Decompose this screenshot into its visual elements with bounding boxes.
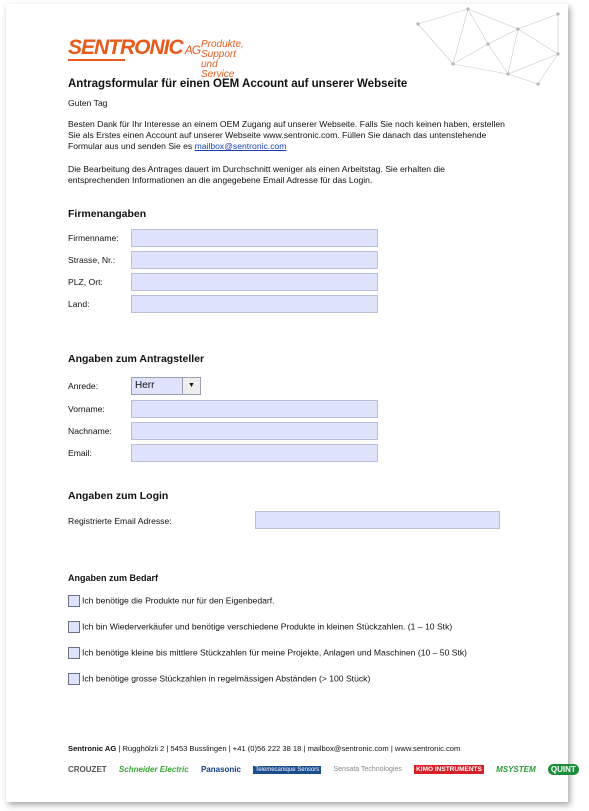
intro-email-link[interactable]: mailbox@sentronic.com xyxy=(194,141,287,151)
country-field[interactable] xyxy=(131,295,378,313)
needs-option-projects[interactable] xyxy=(68,647,467,659)
checkbox[interactable] xyxy=(68,595,80,607)
needs-heading: Angaben zum Bedarf xyxy=(68,573,159,583)
first-name-field[interactable] xyxy=(131,400,378,418)
company-name-label: Firmenname: xyxy=(68,233,119,243)
registered-email-field[interactable] xyxy=(255,511,500,529)
needs-option-reseller[interactable] xyxy=(68,621,452,633)
email-field[interactable] xyxy=(131,444,378,462)
logo-quint: QUINT xyxy=(548,764,579,775)
login-heading: Angaben zum Login xyxy=(68,490,169,502)
logo-telemecanique: Telemecanique Sensors xyxy=(255,766,320,773)
checkbox[interactable] xyxy=(68,673,80,685)
page-title: Antragsformular für einen OEM Account auf unserer Webseite xyxy=(68,78,408,90)
zip-city-label: PLZ, Ort: xyxy=(68,277,103,287)
option-label: Ich benötige die Produkte nur für den Eigenbedarf. xyxy=(82,595,275,606)
applicant-heading: Angaben zum Antragsteller xyxy=(68,353,205,365)
form-page xyxy=(6,4,576,802)
salutation-label: Anrede: xyxy=(68,381,99,391)
salutation-value: Herr xyxy=(135,380,155,391)
logo-schneider: Schneider Electric xyxy=(118,765,189,774)
option-label: Ich benötige kleine bis mittlere Stückzahlen für meine Projekte, Anlagen und Maschinen (10 – 50 Stk) xyxy=(82,647,468,658)
greeting: Guten Tag xyxy=(68,98,108,108)
option-label: Ich bin Wiederverkäufer und benötige verschiedene Produkte in kleinen Stückzahlen. (1 – 10 Stk) xyxy=(82,621,453,632)
logo-ag: AG xyxy=(184,43,201,57)
zip-city-field[interactable] xyxy=(131,273,378,291)
salutation-select[interactable] xyxy=(131,377,201,395)
logo-tagline xyxy=(201,40,244,80)
footer-address xyxy=(68,744,460,753)
country-label: Land: xyxy=(68,299,90,309)
logo-crouzet: CROUZET xyxy=(68,765,107,774)
network-graphic xyxy=(408,4,568,89)
logo-underline xyxy=(68,59,125,61)
last-name-field[interactable] xyxy=(131,422,378,440)
logo-msystem: MSYSTEM xyxy=(496,765,536,774)
first-name-label: Vorname: xyxy=(68,404,105,414)
chevron-down-icon[interactable]: ▼ xyxy=(182,378,200,394)
footer-company: Sentronic AG xyxy=(68,744,117,753)
tagline-line2: und Service xyxy=(201,59,235,80)
logo-text: SENTRONIC xyxy=(68,36,183,59)
last-name-label: Nachname: xyxy=(68,426,112,436)
email-label: Email: xyxy=(68,448,92,458)
logo-panasonic: Panasonic xyxy=(200,765,241,774)
footer-details: | Rugghölzli 2 | 5453 Busslingen | +41 (0)56 222 38 18 | mailbox@sentronic.com | www.sentronic.com xyxy=(116,744,461,753)
checkbox[interactable] xyxy=(68,647,80,659)
logo-kimo: KIMO INSTRUMENTS xyxy=(416,766,482,773)
registered-email-label: Registrierte Email Adresse: xyxy=(68,516,172,526)
company-heading: Firmenangaben xyxy=(68,208,147,220)
needs-option-large-quantities[interactable] xyxy=(68,673,370,685)
tagline-line1: Produkte, Support xyxy=(201,39,244,60)
intro-text: Besten Dank für Ihr Interesse an einem OEM Zugang auf unserer Webseite. Falls Sie noch keinen haben, erstellen Sie als Erstes einen Account auf unserer Webseite www.sentronic.com. Füllen Sie danach das untenstehende Formular aus und senden Sie es xyxy=(68,119,505,151)
logo-sensata: Sensata Technologies xyxy=(333,766,402,773)
needs-option-own-use[interactable] xyxy=(68,595,275,607)
intro-paragraph xyxy=(68,119,508,152)
checkbox[interactable] xyxy=(68,621,80,633)
company-name-field[interactable] xyxy=(131,229,378,247)
option-label: Ich benötige grosse Stückzahlen in regelmässigen Abständen (> 100 Stück) xyxy=(82,673,371,684)
street-field[interactable] xyxy=(131,251,378,269)
street-label: Strasse, Nr.: xyxy=(68,255,116,265)
processing-paragraph: Die Bearbeitung des Antrages dauert im Durchschnitt weniger als einen Arbeitstag. Sie erhalten die entsprechenden Informationen an die angegebene Email Adresse für das Login. xyxy=(68,164,445,185)
partner-logos xyxy=(68,764,589,780)
